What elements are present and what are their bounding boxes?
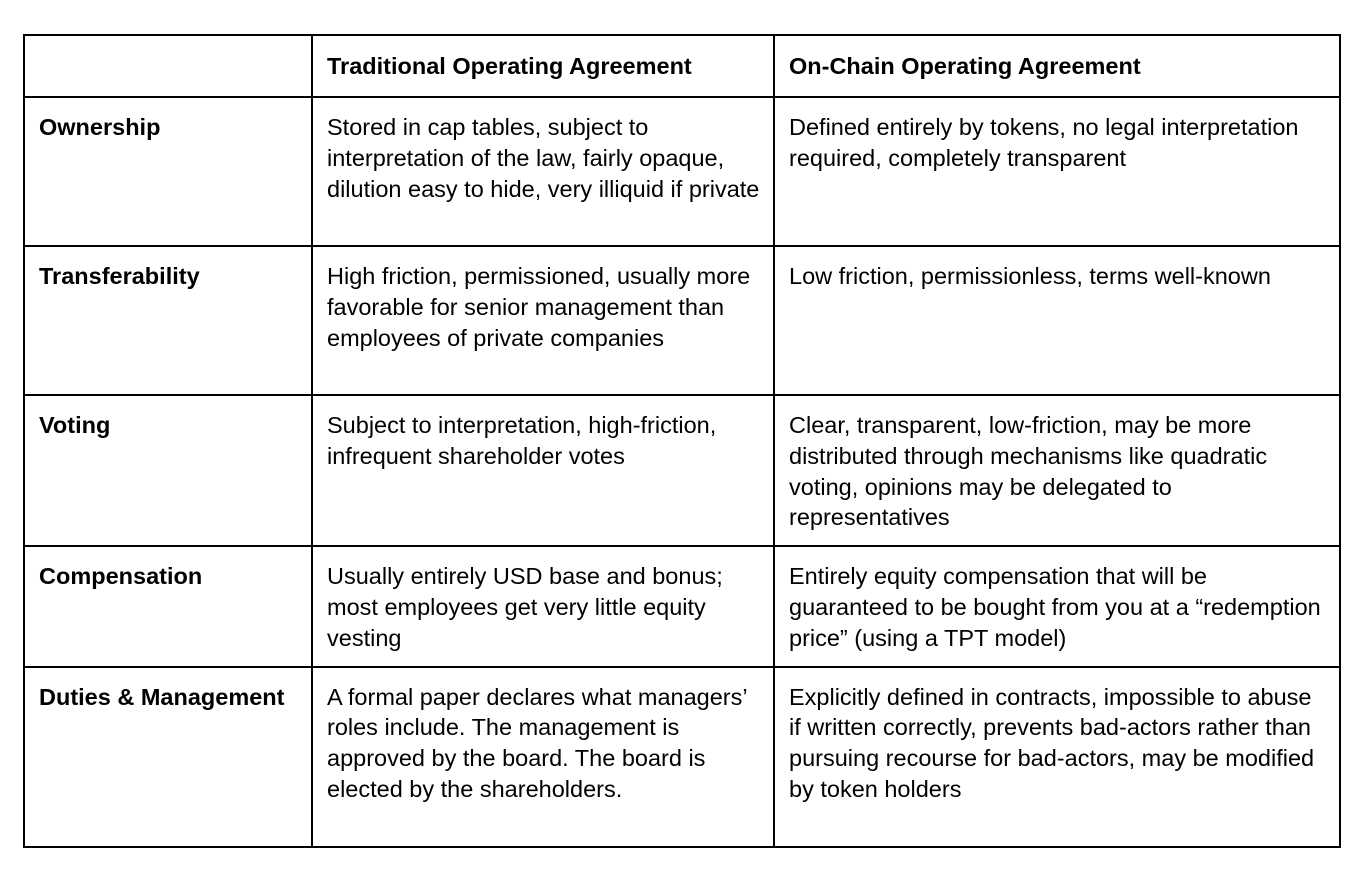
row-label-duties-management: Duties & Management: [24, 667, 312, 847]
header-cell-traditional: Traditional Operating Agreement: [312, 35, 774, 97]
header-cell-empty: [24, 35, 312, 97]
row-label-compensation: Compensation: [24, 546, 312, 666]
cell-onchain: Low friction, permissionless, terms well-known: [774, 246, 1340, 395]
cell-traditional: Usually entirely USD base and bonus; most employees get very little equity vesting: [312, 546, 774, 666]
table-row: [24, 395, 1340, 546]
row-label-transferability: Transferability: [24, 246, 312, 395]
row-label-voting: Voting: [24, 395, 312, 546]
cell-traditional: Subject to interpretation, high-friction, infrequent shareholder votes: [312, 395, 774, 546]
header-cell-onchain: On-Chain Operating Agreement: [774, 35, 1340, 97]
cell-traditional: High friction, permissioned, usually more favorable for senior management than employees of private companies: [312, 246, 774, 395]
comparison-table: [23, 34, 1341, 848]
cell-onchain: Defined entirely by tokens, no legal interpretation required, completely transparent: [774, 97, 1340, 246]
table-header-row: [24, 35, 1340, 97]
table-row: [24, 246, 1340, 395]
cell-onchain: Entirely equity compensation that will be guaranteed to be bought from you at a “redemption price” (using a TPT model): [774, 546, 1340, 666]
table-row: [24, 97, 1340, 246]
cell-traditional: A formal paper declares what managers’ roles include. The management is approved by the board. The board is elected by the shareholders.: [312, 667, 774, 847]
table-row: [24, 546, 1340, 666]
cell-traditional: Stored in cap tables, subject to interpretation of the law, fairly opaque, dilution easy to hide, very illiquid if private: [312, 97, 774, 246]
row-label-ownership: Ownership: [24, 97, 312, 246]
table-row: [24, 667, 1340, 847]
cell-onchain: Clear, transparent, low-friction, may be more distributed through mechanisms like quadratic voting, opinions may be delegated to representatives: [774, 395, 1340, 546]
cell-onchain: Explicitly defined in contracts, impossible to abuse if written correctly, prevents bad-actors rather than pursuing recourse for bad-actors, may be modified by token holders: [774, 667, 1340, 847]
